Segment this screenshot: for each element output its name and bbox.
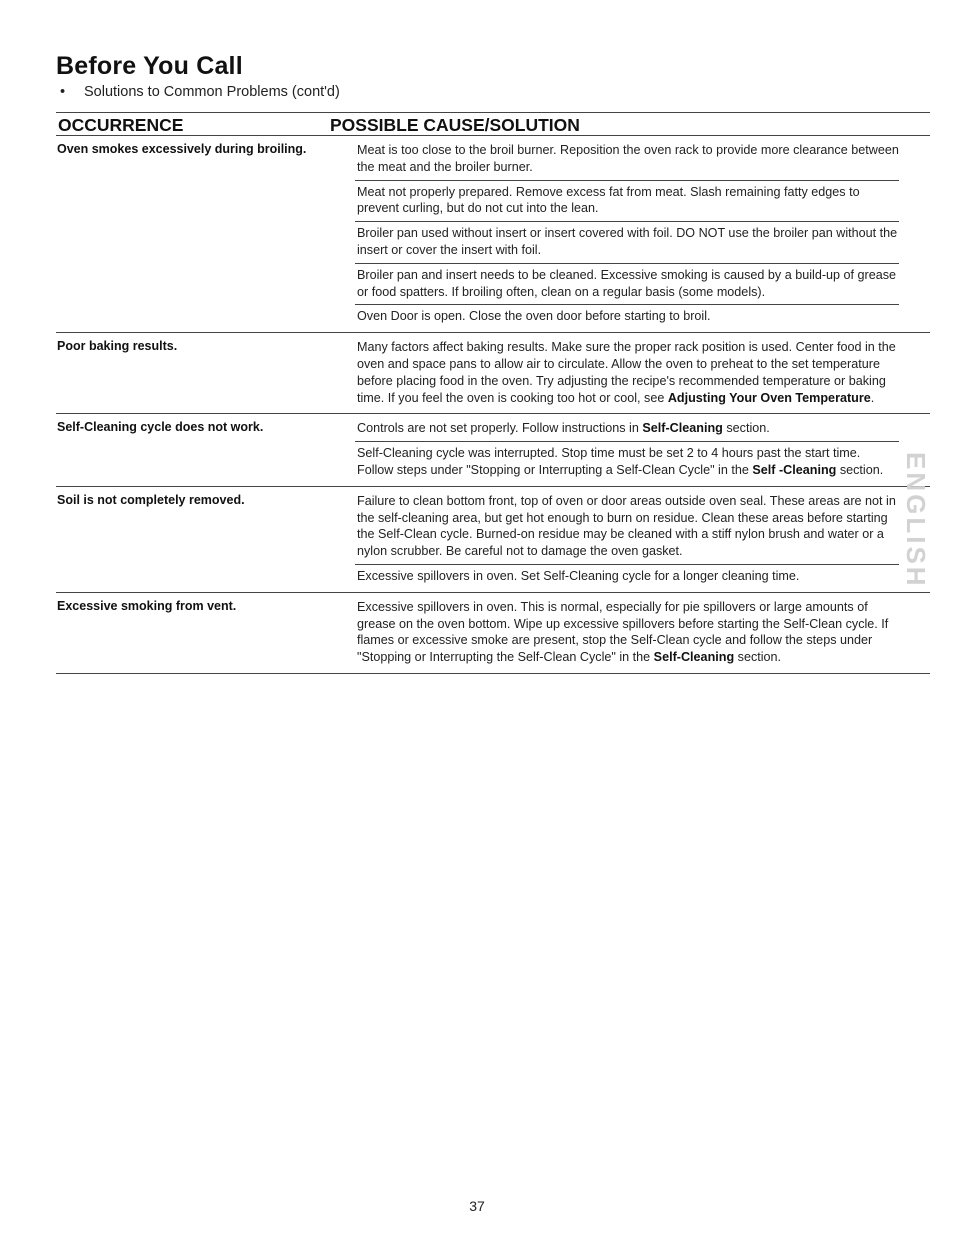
cause-solution-text [355, 596, 899, 670]
cause-solution-text [355, 417, 899, 441]
section-reference: Self-Cleaning [642, 421, 723, 436]
page-number: 37 [469, 1198, 485, 1214]
cause-list [355, 336, 899, 410]
subtitle [60, 84, 340, 100]
cause-solution-text [355, 304, 899, 329]
cause-text-segment: section. [734, 650, 782, 665]
cause-text-segment: Self-Cleaning cycle was interrupted. Stop time must be set 2 to 4 hours past the start time. Follow steps under "Stopping or Interrupting a Self-Clean Cycle" in the [357, 446, 861, 477]
bullet: • [60, 84, 66, 100]
cause-text-segment: section. [722, 421, 770, 436]
section-reference: Self-Cleaning [653, 650, 735, 665]
cause-solution-text [355, 336, 899, 410]
section-reference: Self -Cleaning [752, 462, 837, 477]
occurrence-label: Oven smokes excessively during broiling. [57, 142, 307, 156]
column-header-occurrence: OCCURRENCE [58, 115, 184, 135]
cause-text-segment: Excessive spillovers in oven. This is normal, especially for pie spillovers or large amounts of grease on the oven bottom. Wipe up excessive spillovers before starting the Self-Clean cycle. If flames or excessive smoke are present, stop the Self-Clean cycle and follow the steps under "Stopping or Interrupting the Self-Clean Cycle" in the [357, 599, 889, 665]
cause-solution-text [355, 139, 899, 180]
cause-text-segment: Meat is too close to the broil burner. Reposition the oven rack to provide more clearance between the meat and the broiler burner. [357, 143, 899, 174]
cause-text-segment: Controls are not set properly. Follow instructions in [357, 421, 643, 436]
occurrence-label: Soil is not completely removed. [57, 492, 245, 507]
occurrence-label: Self-Cleaning cycle does not work. [57, 420, 264, 435]
subtitle-text: Solutions to Common Problems (cont'd) [84, 84, 340, 100]
cause-list [355, 139, 899, 329]
cause-text-segment: Excessive spillovers in oven. Set Self-Cleaning cycle for a longer cleaning time. [357, 568, 800, 583]
table-row [56, 414, 930, 486]
cause-text-segment: Meat not properly prepared. Remove excess fat from meat. Slash remaining fatty edges to prevent curling, but do not cut into the lean. [357, 184, 860, 216]
table-row [56, 487, 930, 593]
cause-solution-text [355, 180, 899, 222]
column-header-cause-solution: POSSIBLE CAUSE/SOLUTION [330, 115, 580, 135]
troubleshooting-table [56, 112, 930, 674]
table-row [56, 136, 930, 333]
cause-text-segment: Many factors affect baking results. Make sure the proper rack position is used. Center food in the oven and space pans to allow air to circulate. Allow the oven to preheat to the set temperature before placing food in the oven. Try adjusting the recipe's recommended temperature or baking time. If you feel the oven is cooking too hot or cool, see [357, 340, 896, 405]
section-reference: Adjusting Your Oven Temperature [667, 390, 871, 405]
cause-text-segment: Failure to clean bottom front, top of oven or door areas outside oven seal. These areas are not in the self-cleaning area, but get hot enough to burn on residue. Clean these areas before starting the Self-Clean cycle. Burned-on residue may be cleaned with a stiff nylon brush and water or a nylon scrubber. Be careful not to damage the oven gasket. [357, 493, 896, 559]
cause-text-segment: Oven Door is open. Close the oven door before starting to broil. [357, 309, 711, 324]
occurrence-label: Excessive smoking from vent. [57, 598, 237, 613]
cause-text-segment: Broiler pan and insert needs to be cleaned. Excessive smoking is caused by a build-up of grease or food spatters. If broiling often, clean on a regular basis (some models). [357, 267, 897, 299]
cause-solution-text [355, 564, 899, 589]
occurrence-label: Poor baking results. [57, 339, 178, 354]
language-side-tab: ENGLISH [901, 452, 931, 589]
cause-list [355, 417, 899, 482]
cause-solution-text [355, 263, 899, 305]
cause-list [355, 596, 899, 670]
cause-text-segment: Broiler pan used without insert or insert covered with foil. DO NOT use the broiler pan without the insert or cover the insert with foil. [357, 226, 898, 257]
page-title: Before You Call [56, 52, 243, 80]
table-row [56, 593, 930, 674]
cause-solution-text [355, 221, 899, 263]
cause-text-segment: section. [836, 462, 884, 477]
table-row [56, 333, 930, 414]
table-body [56, 136, 930, 674]
cause-solution-text [355, 441, 899, 483]
cause-solution-text [355, 490, 899, 564]
cause-list [355, 490, 899, 589]
table-header [56, 112, 930, 136]
cause-text-segment: . [870, 390, 875, 405]
